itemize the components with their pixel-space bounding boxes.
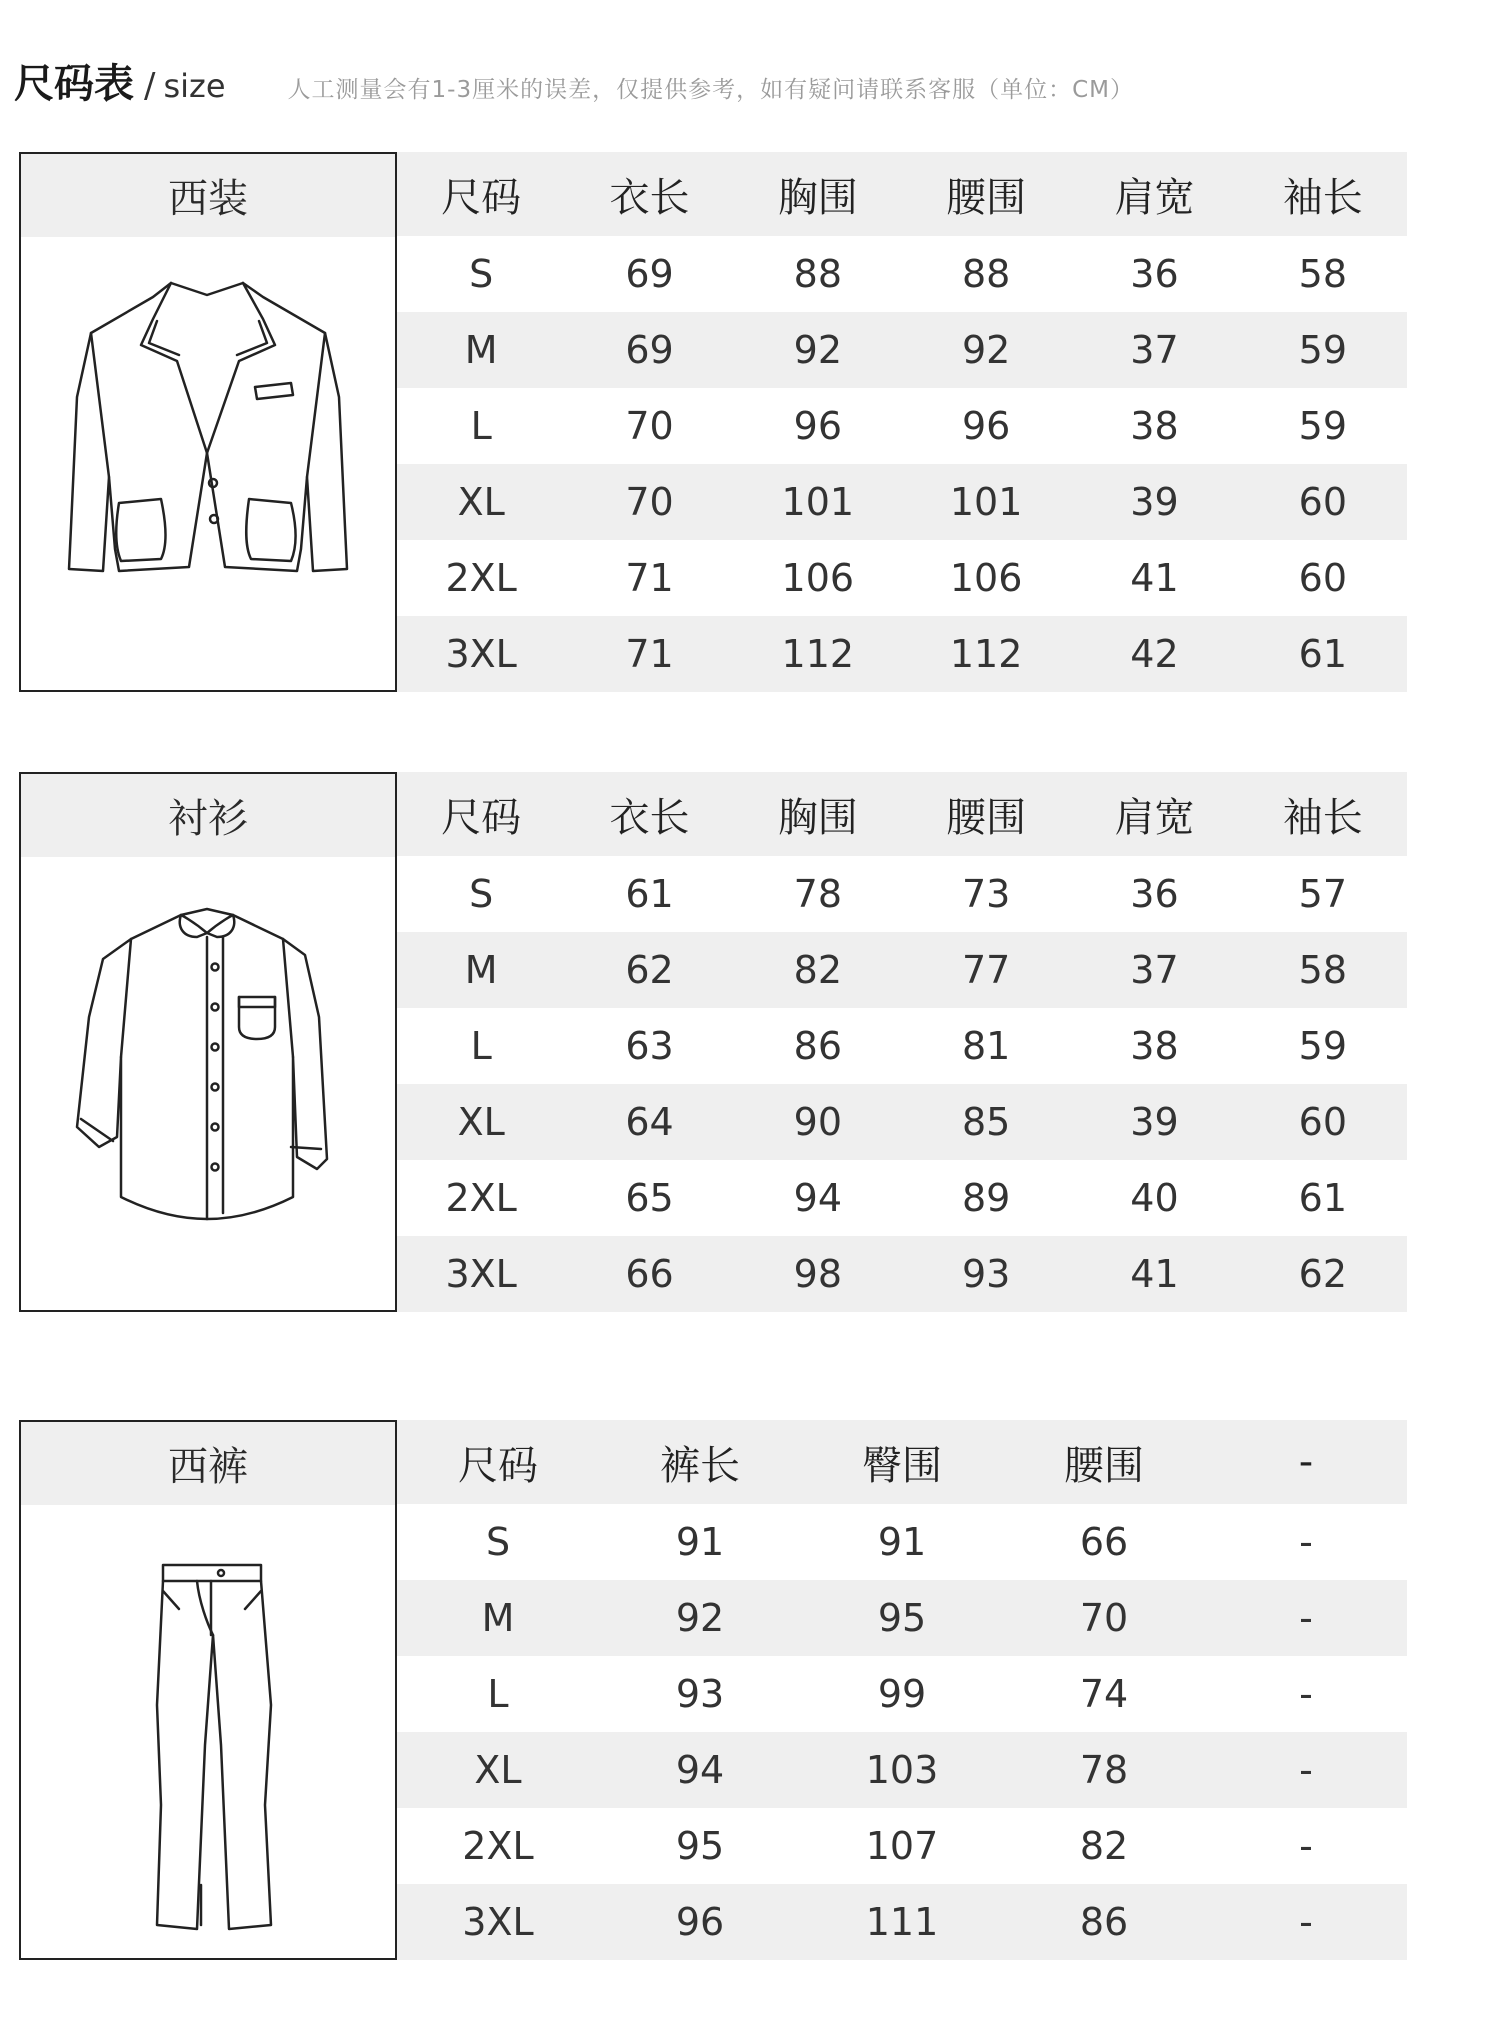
- table-cell: 64: [625, 1100, 674, 1144]
- table-cell: 74: [1079, 1672, 1129, 1716]
- table-cell: 59: [1298, 404, 1347, 448]
- column-header: 胸围: [777, 794, 858, 841]
- table-cell: 96: [793, 404, 842, 448]
- table-header-row: [397, 152, 1407, 236]
- table-cell: 66: [1079, 1520, 1129, 1564]
- column-header: 腰围: [946, 794, 1027, 841]
- garment-panel-suit: [19, 152, 397, 692]
- table-cell: 93: [675, 1672, 725, 1716]
- table-cell: 58: [1298, 252, 1347, 296]
- table-cell: 91: [877, 1520, 927, 1564]
- table-cell: 98: [793, 1252, 842, 1296]
- column-header: -: [1298, 1439, 1314, 1485]
- table-cell: 82: [1079, 1824, 1129, 1868]
- table-cell: 57: [1298, 872, 1347, 916]
- table-cell: 60: [1298, 1100, 1347, 1144]
- column-header: 肩宽: [1114, 174, 1195, 221]
- table-cell: 106: [781, 556, 855, 600]
- table-cell: 38: [1130, 404, 1179, 448]
- table-row: [397, 1656, 1407, 1732]
- column-header: 臀围: [862, 1442, 942, 1489]
- table-cell: 78: [793, 872, 842, 916]
- table-row: [397, 236, 1407, 312]
- size-table-suit: [397, 152, 1407, 692]
- table-cell: -: [1299, 1596, 1313, 1640]
- table-cell: 61: [625, 872, 674, 916]
- page-title: 尺码表: [14, 61, 134, 107]
- column-header: 肩宽: [1114, 794, 1195, 841]
- table-cell: M: [464, 328, 498, 372]
- table-cell: -: [1299, 1520, 1313, 1564]
- table-cell: 93: [961, 1252, 1011, 1296]
- table-row: [397, 464, 1407, 540]
- table-cell: 66: [625, 1252, 674, 1296]
- table-cell: 96: [961, 404, 1011, 448]
- table-cell: 60: [1298, 556, 1347, 600]
- table-cell: 78: [1079, 1748, 1129, 1792]
- table-cell: M: [464, 948, 498, 992]
- column-header: 裤长: [660, 1442, 740, 1489]
- table-cell: 81: [961, 1024, 1011, 1068]
- table-cell: 36: [1130, 252, 1179, 296]
- table-cell: 92: [675, 1596, 725, 1640]
- table-cell: 37: [1130, 328, 1179, 372]
- table-cell: 3XL: [462, 1900, 534, 1944]
- table-cell: XL: [457, 480, 505, 524]
- trousers-icon: [21, 1505, 395, 1960]
- table-cell: 3XL: [445, 632, 517, 676]
- table-header-row: [397, 1420, 1407, 1504]
- table-cell: L: [470, 1024, 492, 1068]
- table-cell: 61: [1298, 1176, 1347, 1220]
- table-cell: 88: [961, 252, 1011, 296]
- table-cell: -: [1299, 1824, 1313, 1868]
- table-row: [397, 1504, 1407, 1580]
- table-row: [397, 932, 1407, 1008]
- table-cell: 61: [1298, 632, 1347, 676]
- table-cell: 92: [793, 328, 842, 372]
- table-cell: 38: [1130, 1024, 1179, 1068]
- table-cell: -: [1299, 1900, 1313, 1944]
- table-cell: 70: [1079, 1596, 1129, 1640]
- table-cell: S: [469, 252, 494, 296]
- table-cell: 40: [1130, 1176, 1179, 1220]
- table-row: [397, 856, 1407, 932]
- column-header: 尺码: [441, 174, 522, 221]
- suit-jacket-icon: [21, 237, 395, 692]
- table-row: [397, 1084, 1407, 1160]
- column-header: 尺码: [458, 1442, 538, 1489]
- table-cell: 89: [961, 1176, 1011, 1220]
- table-cell: 3XL: [445, 1252, 517, 1296]
- table-cell: 39: [1130, 480, 1179, 524]
- table-cell: 107: [865, 1824, 939, 1868]
- table-cell: 92: [961, 328, 1011, 372]
- table-cell: 90: [793, 1100, 842, 1144]
- table-cell: 91: [675, 1520, 725, 1564]
- table-cell: S: [469, 872, 494, 916]
- table-cell: L: [470, 404, 492, 448]
- garment-label: 衬衫: [21, 774, 395, 857]
- size-section-shirt: [19, 772, 1409, 1314]
- measurement-note: 人工测量会有1-3厘米的误差，仅提供参考，如有疑问请联系客服（单位：CM）: [287, 77, 1134, 103]
- size-section-suit: [19, 152, 1409, 694]
- column-header: 衣长: [609, 174, 690, 221]
- table-cell: 71: [625, 556, 674, 600]
- size-table-shirt: [397, 772, 1407, 1312]
- table-cell: L: [487, 1672, 509, 1716]
- table-cell: 77: [961, 948, 1011, 992]
- column-header: 腰围: [946, 174, 1027, 221]
- table-row: [397, 1884, 1407, 1960]
- table-row: [397, 1008, 1407, 1084]
- table-cell: 36: [1130, 872, 1179, 916]
- column-header: 胸围: [777, 174, 858, 221]
- table-cell: -: [1299, 1748, 1313, 1792]
- table-row: [397, 1160, 1407, 1236]
- column-header: 袖长: [1282, 174, 1363, 221]
- garment-label: 西裤: [21, 1422, 395, 1505]
- table-cell: 86: [1079, 1900, 1129, 1944]
- table-cell: 69: [625, 328, 674, 372]
- table-cell: 59: [1298, 328, 1347, 372]
- table-cell: 63: [625, 1024, 674, 1068]
- garment-panel-shirt: [19, 772, 397, 1312]
- garment-panel-trousers: [19, 1420, 397, 1960]
- table-cell: XL: [474, 1748, 522, 1792]
- column-header: 袖长: [1282, 794, 1363, 841]
- title-separator: /: [144, 66, 156, 106]
- table-cell: 37: [1130, 948, 1179, 992]
- table-cell: 88: [793, 252, 842, 296]
- page-header: [14, 52, 1134, 108]
- table-cell: 95: [877, 1596, 927, 1640]
- table-row: [397, 1732, 1407, 1808]
- table-cell: 99: [877, 1672, 927, 1716]
- table-cell: 103: [865, 1748, 939, 1792]
- table-cell: 73: [961, 872, 1011, 916]
- garment-label: 西装: [21, 154, 395, 237]
- table-cell: 69: [625, 252, 674, 296]
- table-cell: 106: [949, 556, 1023, 600]
- table-cell: 112: [949, 632, 1023, 676]
- table-cell: 41: [1130, 1252, 1179, 1296]
- table-cell: 111: [865, 1900, 939, 1944]
- table-cell: -: [1299, 1672, 1313, 1716]
- table-cell: 71: [625, 632, 674, 676]
- table-cell: 60: [1298, 480, 1347, 524]
- table-cell: 59: [1298, 1024, 1347, 1068]
- table-cell: 41: [1130, 556, 1179, 600]
- table-cell: 85: [961, 1100, 1011, 1144]
- column-header: 腰围: [1064, 1442, 1144, 1489]
- table-cell: 58: [1298, 948, 1347, 992]
- table-row: [397, 540, 1407, 616]
- table-row: [397, 616, 1407, 692]
- table-cell: 2XL: [445, 556, 517, 600]
- table-row: [397, 388, 1407, 464]
- table-cell: 101: [781, 480, 855, 524]
- table-cell: 65: [625, 1176, 674, 1220]
- table-cell: M: [481, 1596, 515, 1640]
- table-cell: 42: [1130, 632, 1179, 676]
- column-header: 衣长: [609, 794, 690, 841]
- table-cell: 95: [675, 1824, 725, 1868]
- table-cell: 2XL: [445, 1176, 517, 1220]
- page-title-english: size: [163, 67, 226, 105]
- table-cell: 96: [675, 1900, 725, 1944]
- table-cell: 70: [625, 404, 674, 448]
- table-row: [397, 312, 1407, 388]
- table-cell: 82: [793, 948, 842, 992]
- table-cell: 2XL: [462, 1824, 534, 1868]
- table-cell: 86: [793, 1024, 842, 1068]
- table-row: [397, 1236, 1407, 1312]
- table-cell: 94: [793, 1176, 842, 1220]
- table-row: [397, 1580, 1407, 1656]
- table-cell: 62: [1298, 1252, 1347, 1296]
- table-cell: 112: [781, 632, 855, 676]
- size-section-trousers: [19, 1420, 1409, 1962]
- table-cell: 39: [1130, 1100, 1179, 1144]
- table-cell: 70: [625, 480, 674, 524]
- table-cell: 62: [625, 948, 674, 992]
- table-cell: 101: [949, 480, 1023, 524]
- table-row: [397, 1808, 1407, 1884]
- table-header-row: [397, 772, 1407, 856]
- column-header: 尺码: [441, 794, 522, 841]
- size-table-trousers: [397, 1420, 1407, 1960]
- shirt-icon: [21, 857, 395, 1312]
- table-cell: S: [485, 1520, 511, 1564]
- table-cell: 94: [675, 1748, 725, 1792]
- table-cell: XL: [457, 1100, 505, 1144]
